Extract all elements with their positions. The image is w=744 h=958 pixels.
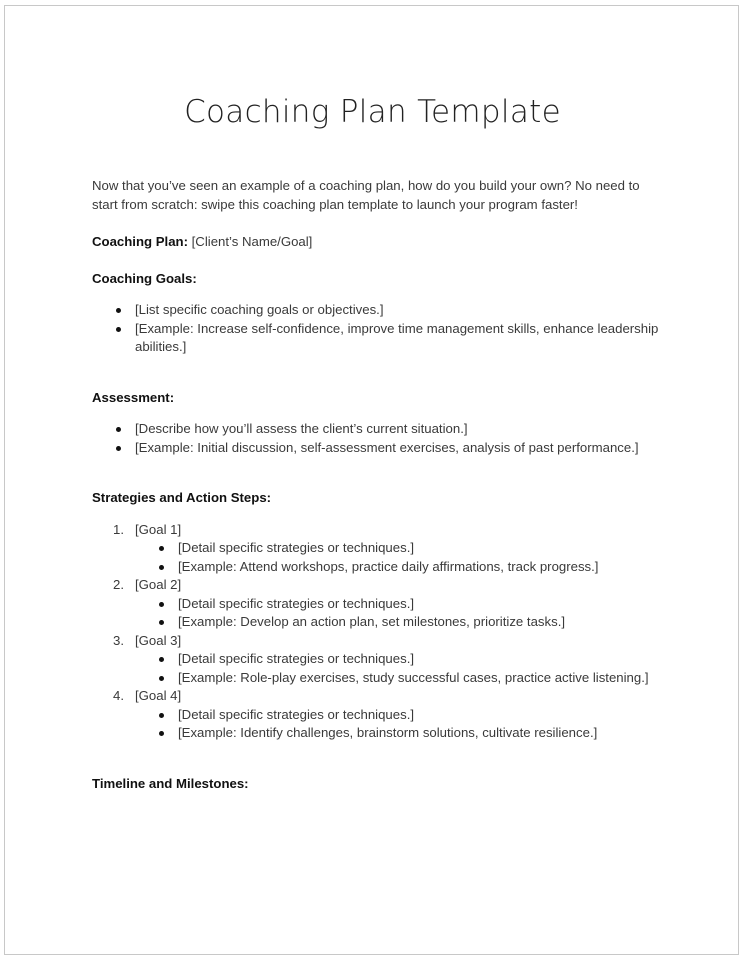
list-item: [Example: Increase self-confidence, improve time management skills, enhance leadership abilities.] [135,320,667,357]
goal-sublist [135,539,667,576]
goal-number: 4. [113,688,124,703]
document-body [92,177,667,793]
list-item: [Example: Identify challenges, brainstorm solutions, cultivate resilience.] [178,724,667,743]
document-page [4,5,739,955]
goal-sublist [135,595,667,632]
list-item: [Detail specific strategies or techniques.] [178,706,667,725]
goal-label: [Goal 3] [135,632,182,648]
coaching-plan-value: [Client’s Name/Goal] [187,233,313,249]
list-item: [Detail specific strategies or techniques.] [178,650,667,669]
page-title: Coaching Plan Template [184,94,561,130]
coaching-goals-heading: Coaching Goals: [92,270,197,286]
goal-number: 3. [113,632,124,648]
coaching-plan-label: Coaching Plan: [92,233,188,249]
goal-sublist [135,650,667,687]
coaching-plan-line [92,233,667,252]
list-item: [Example: Develop an action plan, set milestones, prioritize tasks.] [178,613,667,632]
strategies-heading: Strategies and Action Steps: [92,490,272,505]
strategies-list [92,521,667,743]
goal-label: [Goal 1] [135,521,182,537]
goal-item [113,687,667,743]
list-item: [Detail specific strategies or techniques.] [178,539,667,558]
goal-sublist [135,706,667,743]
goal-item [113,521,667,577]
coaching-goals-list [92,301,667,357]
assessment-heading: Assessment: [92,389,175,405]
intro-paragraph: Now that you’ve seen an example of a coaching plan, how do you build your own? No need to start from scratch: swipe this coaching plan template to launch your program faster! [92,178,640,212]
list-item: [List specific coaching goals or objectives.] [135,301,667,320]
list-item: [Example: Attend workshops, practice daily affirmations, track progress.] [178,558,667,577]
assessment-list [92,420,667,457]
goal-label: [Goal 4] [135,688,182,703]
goal-label: [Goal 2] [135,577,182,592]
list-item: [Example: Initial discussion, self-assessment exercises, analysis of past performance.] [135,439,667,458]
goal-item [113,632,667,688]
list-item: [Describe how you’ll assess the client’s current situation.] [135,420,667,439]
list-item: [Example: Role-play exercises, study successful cases, practice active listening.] [178,669,667,688]
goal-item [113,576,667,632]
timeline-heading: Timeline and Milestones: [92,775,249,791]
goal-number: 2. [113,577,124,592]
list-item: [Detail specific strategies or techniques.] [178,595,667,614]
goal-number: 1. [113,521,124,537]
